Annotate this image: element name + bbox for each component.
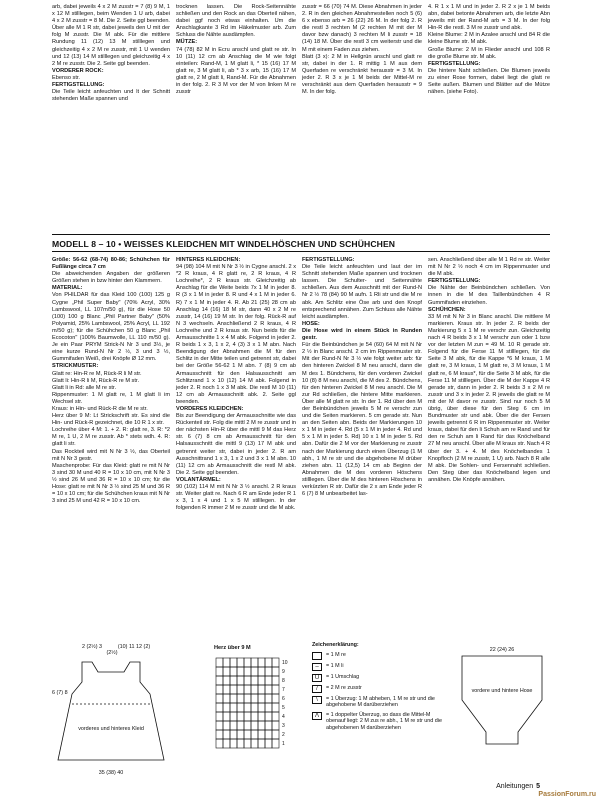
herz-cell: [244, 703, 251, 712]
herz-cell: [230, 685, 237, 694]
paragraph: trocknen lassen. Die Rock-Seitennähte schließen und den Rock an das Oberteil nähen, dabei ggf noch etwas einhalten. Um die Anschlagkante 3 Rd im Häkelmuster arb. Zum Schluss die Nähte ausdämpfen.: [176, 4, 296, 39]
herz-cell: [272, 676, 279, 685]
legend-title: Zeichenerklärung:: [312, 642, 359, 648]
herz-title: Herz über 9 M: [214, 645, 251, 651]
herz-cell: [258, 685, 265, 694]
herz-cell: [258, 730, 265, 739]
herz-cell: [265, 676, 272, 685]
legend-row: [312, 674, 442, 682]
herz-cell: [265, 721, 272, 730]
paragraph: Glatt li in Rd: alle M re str.: [52, 384, 117, 391]
herz-cell: [223, 703, 230, 712]
herz-cell: [258, 676, 265, 685]
paragraph: sen. Anschließend über alle M 1 Rd re str. Weiter mit N Nr 2 ½ noch 4 cm im Rippenmuster und die M abk.: [428, 257, 550, 278]
legend-row: [312, 652, 442, 660]
legend-symbol: Λ: [312, 712, 322, 720]
dress-outline: [58, 662, 164, 760]
section-title: MODELL 8 – 10 • WEISSES KLEIDCHEN MIT WINDELHÖSCHEN UND SCHÜHCHEN: [52, 239, 396, 249]
herz-cell: [237, 685, 244, 694]
herz-cell: [230, 712, 237, 721]
pants-outline: [462, 656, 542, 744]
top-column-1: [52, 4, 170, 103]
herz-cell: [223, 667, 230, 676]
heading: VORDERES KLEIDCHEN:: [176, 405, 244, 412]
herz-cell: [230, 730, 237, 739]
herz-cell: [216, 694, 223, 703]
herz-cell: [251, 658, 258, 667]
top-column-2: [176, 4, 296, 96]
paragraph: Kraus: in Hin- und Rück-R die M re str.: [52, 405, 148, 412]
paragraph: 74 (78) 82 M in Ecru anschl und glatt re str. In 10 (11) 12 cm ab Anschlag die M wie folgt einteilen: Rand-M, 1 M glatt li, * 15 (16) 17 M glatt re, 3 M glatt li, ab * 3 x arb, 15 (16) 17 M glatt re, 2 M glatt li, Rand-M. Für die Abnahmen in der folg. 2. R 3 M vor der M von linken M re zusstr: [176, 46, 296, 96]
legend-text: = 1 Überzug: 1 M abheben, 1 M re str und die abgehobene M darüberziehen: [326, 695, 435, 709]
watermark: PassionForum.ru: [538, 791, 596, 798]
subheading: Die Hose wird in einem Stück in Runden gestr.: [302, 327, 422, 342]
herz-cell: [251, 721, 258, 730]
herz-cell: [251, 730, 258, 739]
herz-cell: [251, 694, 258, 703]
herz-cell: [244, 730, 251, 739]
legend-text: = 1 doppelter Überzug, so dass die Mittel-M obenauf liegt: 2 M zus re abh., 1 M re str und die abgehobenen M darüberziehen: [326, 711, 442, 731]
herz-cell: [272, 739, 279, 748]
herz-cell: [230, 703, 237, 712]
herz-cell: [251, 703, 258, 712]
paragraph: 33 M mit N Nr 3 in Blanc anschl. Die mittlere M markieren. Kraus str. In jeder 2. R beids der Markierung 5 x 1 M re verschr zun. Gleichzeitig nach 4 R beids 3 x 1 M verschr zun oder 1 bzw vor der letzten M zun = 49 M. 10 R gerade str. Folgend für die Ferse 11 M stilllegen, für die Seite 3 M abk, für die Kappe *6 M kraus, 1 M glatt re, 3 M kraus, 1 M glatt re, 3 M kraus, 1 M glatt re, 6 M kraus*, für die Seite 3 M abk, für die Ferse 11 M stilllegen. Über die M der Kappe 4 R gerade str, dann in jeder 2. R beids 3 x 2 M re zusstr und 3 x in jeder 2. R jeweils die glatt re M mit der M davor re zusstr. Sind nur noch 5 M übrig, über diese für den Steg 6 cm im Bundmuster str und abk. Über die der Fersen jeweils getrennt 6 R im Rippenmuster str. Weiter kraus, dabei für den li Schuh am re Rand und für den re Schuh am li Rand für das Knöchelband 27 M neu anschl. Über alle M kraus str. Nach 4 R über der 3. + 4. M des Knöchelbandes 1 Knopfloch (2 M re zusstr, 1 U) arb. Nach 8 R alle M abk. Die Sohlen- und Fersennaht schließen. Den Steg über das Knöchelband legen und annähen. Die Knöpfe annähen.: [428, 313, 550, 483]
herz-cell: [237, 721, 244, 730]
herz-cell: [251, 667, 258, 676]
herz-cell: [272, 685, 279, 694]
herz-cell: [244, 712, 251, 721]
paragraph: Bis zur Beendigung der Armausschnitte wie das Rückenteil str. Folg die mittl 2 M re zusstr und in der nächsten Hin-R über die mittl 9 M das Herz str. 6 (7) 8 cm ab Armausschnitt für den Halsausschnitt die mittl 9 (13) 17 M abk und getrennt weiter str, dabei in jeder 2. R am Ausschnittrand 1 x 3, 1 x 2 und 3 x 1 M abn. 10 (11) 12 cm ab Armausschnitt die restl M abk. Die 2. Seite ggl beenden.: [176, 413, 296, 476]
dress-schematic: [52, 642, 180, 782]
herz-row-number: 8: [282, 678, 285, 684]
heading: FERTIGSTELLUNG:: [428, 278, 481, 285]
herz-cell: [237, 730, 244, 739]
heading: SCHÜHCHEN:: [428, 306, 466, 313]
legend-row: [312, 685, 442, 693]
herz-cell: [230, 667, 237, 676]
paragraph: Die Teile leicht anfeuchten und lt der Schnitt stehenden Maße spannen und: [52, 89, 170, 103]
herz-cell: [223, 658, 230, 667]
herz-cell: [230, 658, 237, 667]
herz-cell: [258, 667, 265, 676]
herz-cell: [265, 730, 272, 739]
herz-cell: [237, 676, 244, 685]
herz-cell: [237, 712, 244, 721]
paragraph: Glatt li: Hin-R li M, Rück-R re M str.: [52, 377, 140, 384]
dress-inner-1: vorderes und hinteres Kleid: [78, 726, 144, 732]
herz-cell: [272, 730, 279, 739]
legend-symbol: \: [312, 696, 322, 704]
bottom-column-1: [52, 257, 170, 505]
section-rule-bottom: [52, 251, 550, 252]
herz-cell: [216, 721, 223, 730]
heading: STRICKMUSTER:: [52, 363, 99, 370]
herz-cell: [216, 703, 223, 712]
herz-cell: [216, 676, 223, 685]
dress-label-top-3: (10) 11 12 (2): [117, 644, 151, 650]
heading: FERTIGSTELLUNG:: [428, 60, 481, 67]
bottom-column-2: [176, 257, 296, 512]
legend-text: = 1 M re: [326, 651, 346, 658]
herz-cell: [258, 712, 265, 721]
section-rule-top: [52, 234, 550, 235]
herz-cell: [230, 694, 237, 703]
paragraph: Kleine Blume: 2 M in Azalee anschl und 84 R die kleine Blume str. M abk.: [428, 32, 550, 46]
herz-cell: [223, 721, 230, 730]
herz-cell: [244, 739, 251, 748]
herz-cell: [237, 694, 244, 703]
dress-label-inner: [78, 726, 144, 732]
herz-cell: [258, 703, 265, 712]
paragraph: 4. R 1 x 1 M und in jeder 2. R 2 x je 1 M beids abn, dabei betonte Abnahmen arb, die letzte Abn jeweils mit der Rand-M arb = 3 M. In der folg Hin-R die restl. 3 M re zusstr und abk.: [428, 4, 550, 32]
herz-cell: [216, 658, 223, 667]
paragraph: Die Nähte der Beinbündchen schließen. Von innen in die M des Taillenbündchen 4 R Gummifaden einziehen.: [428, 285, 550, 306]
herz-cell: [230, 739, 237, 748]
dress-label-top-2: (2½): [106, 650, 118, 656]
paragraph: Große Blume: 2 M in Flieder anschl und 108 R die große Blume str. M abk.: [428, 46, 550, 60]
heading: FERTIGSTELLUNG:: [302, 257, 355, 263]
herz-cell: [230, 676, 237, 685]
herz-cell: [223, 694, 230, 703]
herz-cell: [265, 694, 272, 703]
herz-cell: [223, 712, 230, 721]
heading: HOSE:: [302, 320, 320, 327]
legend-row: [312, 696, 442, 709]
herz-cell: [251, 676, 258, 685]
paragraph: Glatt re: Hin-R re M, Rück-R li M str.: [52, 370, 142, 377]
paragraph: Die abweichenden Angaben der größeren Größen stehen in bzw hinter den Klammern.: [52, 271, 170, 285]
herz-cell: [258, 694, 265, 703]
dress-label-top: 2 (2½) 3: [81, 644, 103, 650]
legend-text: = 1 M li: [326, 662, 344, 669]
herz-cell: [251, 685, 258, 694]
herz-cell: [223, 730, 230, 739]
page-footer: [496, 783, 540, 790]
legend-symbol: U: [312, 674, 322, 682]
herz-cell: [258, 721, 265, 730]
paragraph: 90 (102) 114 M mit N Nr 3 ½ anschl. 2 R kraus str. Weiter glatt re. Nach 6 R am Ende jeder R 1 x 3, 1 x 4 und 1 x 5 M stilllegen. In der folgenden R immer 2 M re zusstr und die M abk.: [176, 484, 296, 512]
herz-cell: [237, 658, 244, 667]
herz-row-number: 7: [282, 687, 285, 693]
herz-cell: [244, 658, 251, 667]
herz-cell: [265, 712, 272, 721]
legend-text: = 1 Umschlag: [326, 673, 360, 680]
herz-cell: [216, 667, 223, 676]
herz-cell: [265, 667, 272, 676]
herz-cell: [223, 685, 230, 694]
paragraph: Rippenmuster: 1 M glatt re, 1 M glatt li im Wechsel str.: [52, 391, 170, 405]
herz-cell: [216, 712, 223, 721]
herz-row-number: 3: [282, 723, 285, 729]
paragraph: Ebenso str.: [52, 74, 80, 81]
heading: MÜTZE:: [176, 39, 198, 46]
pants-label-inner: vordere und hintere Hose: [471, 688, 533, 694]
legend: [312, 642, 442, 735]
herz-cell: [216, 739, 223, 748]
heading: MATERIAL:: [52, 285, 83, 292]
top-column-4: [428, 4, 550, 96]
heading: HINTERES KLEIDCHEN:: [176, 257, 241, 263]
legend-symbol: /: [312, 685, 322, 693]
bottom-column-3: [302, 257, 422, 498]
heading: VORDERER ROCK:: [52, 67, 104, 74]
herz-row-number: 9: [282, 669, 285, 675]
herz-cell: [272, 667, 279, 676]
heading: VOLANTÄRMEL:: [176, 476, 221, 483]
paragraph: Blatt (3 x): 2 M in Hellgrün anschl und glatt re str, dabei in der 1. R mittig 1 M aus dem Querfaden re verschränkt herausstr = 3 M. In jeder 2. R 3 x je 1 M beids der Mittel-M re verschränkt aus dem Querfaden herausstr = 9 M. In der folg.: [302, 53, 422, 96]
herz-cell: [258, 739, 265, 748]
herz-cell: [272, 712, 279, 721]
herz-cell: [265, 703, 272, 712]
heading: FERTIGSTELLUNG:: [52, 82, 105, 89]
dress-label-bottom: 35 (38) 40: [98, 770, 124, 776]
herz-cell: [244, 694, 251, 703]
herz-row-number: 4: [282, 714, 285, 720]
herz-row-number: 10: [282, 660, 288, 666]
herz-cell: [265, 739, 272, 748]
herz-cell: [223, 676, 230, 685]
herz-cell: [237, 703, 244, 712]
paragraph: zusstr = 66 (70) 74 M. Diese Abnahmen in jeder 2. R in den gleichen Abnahmestellen noch 5 (6) 6 x ebenso arb = 26 (22) 26 M. In der folg 2. R die restl 3 rechten M (2 rechten M mit der M davor bzw danach) 3 rechten M li zusstr = 18 (14) 18 M. Über die restl 3 cm weiterstr und die M mit einem Faden zus ziehen.: [302, 4, 422, 53]
legend-row: [312, 663, 442, 671]
herz-cell: [265, 658, 272, 667]
herz-row-number: 6: [282, 696, 285, 702]
herz-cell: [244, 667, 251, 676]
herz-cell: [272, 703, 279, 712]
heading: Größe: 56-62 (68-74) 80-86; Schühchen für Fußlänge circa 7 cm: [52, 257, 170, 271]
pants-schematic: [446, 644, 558, 764]
bottom-column-4: [428, 257, 550, 484]
herz-row-number: 1: [282, 741, 285, 747]
herz-chart: [214, 654, 298, 756]
legend-symbol: [312, 652, 322, 660]
legend-symbol: –: [312, 663, 322, 671]
paragraph: Die hintere Naht schließen. Die Blumen jeweils zu einer Rose formen, dabei liegt die glatt re Seite außen. Blumen und Blätter auf die Mütze nähen. (siehe Foto).: [428, 67, 550, 96]
legend-row: [312, 712, 442, 732]
paragraph: Von PHILDAR für das Kleid 100 (100) 125 g Cygne „Phil Super Baby" (70% Acryl, 30% Lambswool, LL 107m/50 g), für die Hose 50 (100) 100 g Blanc „Phil Partner Baby" (50% Polyamid, 25% Lambswool, 25% Acryl, LL 192 m/50 g); für die Schühchen 50 g Blanc „Phil Ecocoton" (100% Baumwolle, LL 110 m/50 g). Je ein Paar PRYM Strick-N Nr 3 und 3½, je eine kurze Rund-N Nr 2 ½, 3 und 3 ½, Gummifaden Weiß, drei Knöpfe Ø 12 mm.: [52, 292, 170, 363]
herz-cell: [223, 739, 230, 748]
paragraph: arb, dabei jeweils 4 x 2 M zusstr = 7 (8) 9 M, 1 x 12 M stilllegen, beim Wenden 1 U arb, dabei 4 x 2 M zusstr = 8 M. Die 2. Seite ggl beenden. Über alle M 1 R str, dabei jeweils den U mit der folg M zusstr. Die M abk. Für die mittlere Rundung 11 (12) 13 M stilllegen und gleichzeitig 4 x 2 M re zusstr, mit 1 U wenden und 12 (13) 14 M stilllegen und gleichzeitig 4 x 2 M re zusstr. Die 2. Seite ggl beenden.: [52, 4, 170, 67]
herz-cell: [272, 721, 279, 730]
herz-cell: [265, 685, 272, 694]
herz-cell: [258, 658, 265, 667]
paragraph: Lochreihe über 4 M: 1. + 2. R: glatt re, 3. R: *2 M re, 1 U, 2 M re zusstr. Ab * stets wdh. 4. R: glatt li str.: [52, 427, 170, 448]
herz-cell: [230, 721, 237, 730]
paragraph: Die Teile leicht anfeuchten und laut der im Schnitt stehenden Maße spannen und trocknen lassen. Die Schulter- und Seitennähte schließen. Aus dem Ausschnitt mit der Rund-N Nr 2 ½ 78 (84) 90 M aufn. 1 Rli str und die M re abk. Am Schlitz eine Öse arb und den Knopf entsprechend annähen. Zum Schluss alle Nähte leicht ausdämpfen.: [302, 264, 422, 320]
herz-cell: [272, 658, 279, 667]
herz-cell: [251, 712, 258, 721]
herz-cell: [244, 721, 251, 730]
paragraph: Für die Beinbündchen je 54 (60) 64 M mit N Nr 2 ½ in Blanc anschl. 2 cm im Rippenmuster str. Mit der Rund-N Nr 3 ½ wie folgt weiter arb: für den hinteren Zwickel 8 M neu anschl, dann die M des 1. Bündchens, für den vorderen Zwickel 10 (8) 8 M neu anschl, die M des 2. Bündchens, für den hinteren Zwickel 8 M neu anschl. Die M zur Rd schließen, die hintere Mitte markieren. Über alle M glatt re str. In der 1. Rd über den M der Beinbündchen jeweils 5 M re verschr zun und die Seiten markieren. 5 cm gerade str. Nun an den Seiten abn. Beids der Markierungen 10 x 1 M in jeder 4. Rd (5 x 1 M in jeder 4. Rd und 5 x 1 M in jeder 5. Rd) 10 x 1 M in jeder 5. Rd abn. Dafür die 2 M vor der Markierung re zusstr nach der Markierung durch einen Überzug (1 M abh., 1 M re str und die abgehobene M drüber ziehen abn. 11 (12,5) 14 cm ab Beginn der Abnahmen die M des vorderen Höschens stilllegen. Über die M des hinteren Höschens in verkürzten R str. Dafür die 2 x am Ende jeder R 6 (7) 8 M unbearbeitet las-: [302, 342, 422, 498]
top-column-3: [302, 4, 422, 96]
herz-cell: [237, 667, 244, 676]
herz-cell: [237, 739, 244, 748]
herz-row-number: 2: [282, 732, 285, 738]
herz-cell: [251, 739, 258, 748]
paragraph: 94 (98) 104 M mit N Nr 3 ½ in Cygne anschl. 2 x *2 R kraus, 4 R glatt re, 2 R kraus, 4 R Lochreihe*, 2 R kraus str. Gleichzeitig ab Anschlag für die Weite beids 7x 1 M in jeder 8. R (3 x 1 M in jeder 8. R und 4 x 1 M in jeder 6. R) 7 x 1 M in jeder 4. R. Ab 21 (25) 28 cm ab Anschlag 14 (16) 18 M str, dann 40 x 2 M re zusstr, 14 (16) 19 M str. In der folg. Rück-R auf N 3 wechseln. Anschließend 2 R kraus, 4 R Lochreihe und 2 R kraus str. Nun beids für die Armausschnitte 1 x 4 M abk. Folgend in jeder 2. R beids 1 x 3, 1 x 2, 4 (3) 3 x 1 M abn. Nach Beendigung der Abnahmen die M für den Schlitz in der Mitte teilen und getrennt str, dabei bei der Größe 56-62 1 M abn. 7 (8) 9 cm ab Armausschnitt für den Halsausschnitt am Schlitzrand 1 x 10 (12) 14 M abk. Folgend in jeder 2. R noch 1 x 3 M abk. Die restl M 10 (11) 12 cm ab Armausschnitt abk. 2. Seite ggl beenden.: [176, 264, 296, 405]
herz-cell: [272, 694, 279, 703]
paragraph: Das Rockteil wird mit N Nr 3 ½, das Oberteil mit N Nr 3 gestr.: [52, 448, 170, 462]
legend-text: = 2 M re zusstr: [326, 684, 362, 691]
paragraph: Maschenprobe: Für das Kleid: glatt re mit N Nr 3 sind 30 M und 40 R = 10 x 10 cm, mit N Nr 3 ½ sind 26 M und 36 R = 10 x 10 cm; für die Hose: glatt re mit N Nr 3 ½ sind 25 M und 36 R = 10 x 10 cm; für die Schühchen kraus mit N Nr 3 sind 25 M und 42 R = 10 x 10 cm.: [52, 462, 170, 505]
herz-cell: [216, 730, 223, 739]
herz-cell: [244, 685, 251, 694]
footer-label: Anleitungen: [496, 783, 534, 790]
paragraph: Herz über 9 M: Lt Strickschrift str. Es sind die Hin- und Rück-R gezeichnet, die 10 R 1 x str.: [52, 413, 170, 427]
herz-cell: [244, 676, 251, 685]
herz-cell: [216, 685, 223, 694]
pants-label-top: 22 (24) 26: [489, 647, 515, 653]
dress-label-left-mid: 6 (7) 8: [52, 690, 68, 696]
page-number: 5: [536, 783, 540, 790]
herz-row-number: 5: [282, 705, 285, 711]
